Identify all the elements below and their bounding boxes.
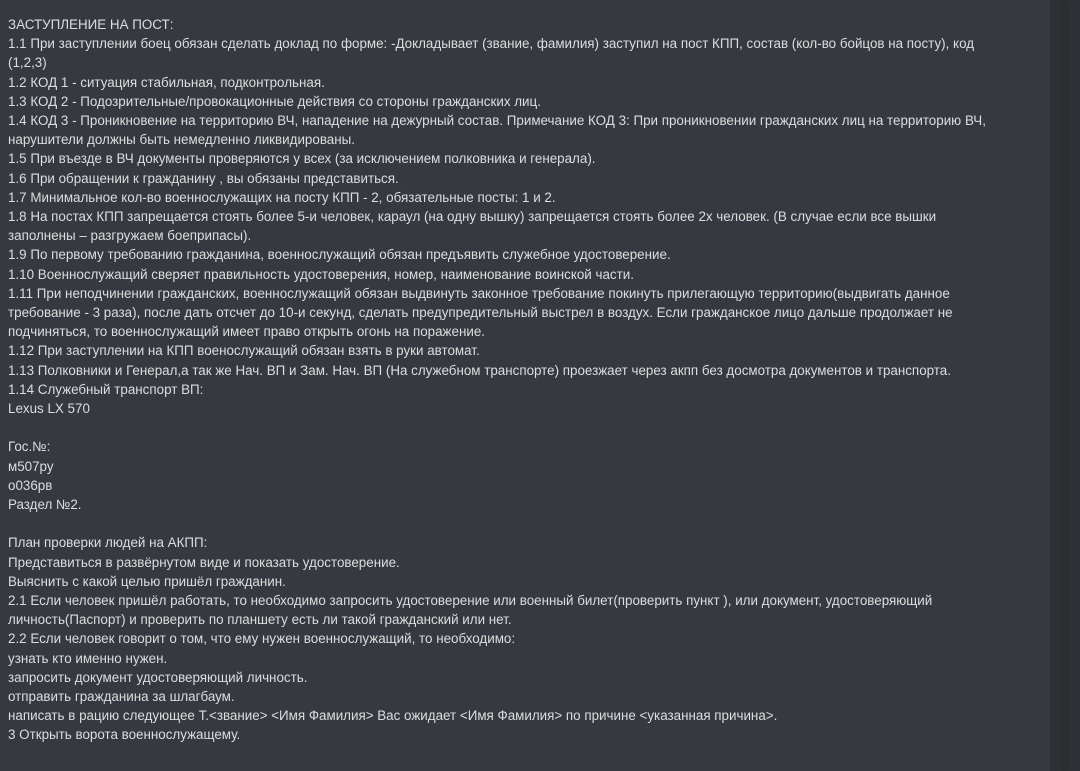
message-line: Гос.№: xyxy=(8,439,51,455)
message-line: Lexus LX 570 xyxy=(8,401,90,417)
message-line: Представиться в развёрнутом виде и показать удостоверение. xyxy=(8,554,400,570)
message-line: 1.3 КОД 2 - Подозрительные/провокационные действия со стороны гражданских лиц. xyxy=(8,93,541,109)
message-line: ЗАСТУПЛЕНИЕ НА ПОСТ: xyxy=(8,17,174,32)
message-line: нарушители должны быть немедленно ликвидированы. xyxy=(8,132,355,148)
scrollbar-track[interactable] xyxy=(1050,0,1080,771)
message-line: личность(Паспорт) и проверить по планшету есть ли такой гражданский или нет. xyxy=(8,612,512,628)
message-line: 3 Открыть ворота военнослужащему. xyxy=(8,727,241,743)
message-line xyxy=(8,514,1044,533)
message-line: (1,2,3) xyxy=(8,55,47,71)
message-line: Раздел №2. xyxy=(8,497,82,513)
message-line: 1.6 При обращении к гражданину , вы обязаны представиться. xyxy=(8,170,399,186)
message-line: 1.1 При заступлении боец обязан сделать доклад по форме: -Докладывает (звание, фамилия) заступил на пост КПП, состав (кол-во бойцов на посту), код xyxy=(8,36,975,52)
message-line: 1.4 КОД 3 - Проникновение на территорию ВЧ, нападение на дежурный состав. Примечание КОД 3: При проникновении гражданских лиц на территорию ВЧ, xyxy=(8,113,986,129)
message-line: 1.10 Военнослужащий сверяет правильность удостоверения, номер, наименование воинской части. xyxy=(8,266,634,282)
message-line: 1.2 КОД 1 - ситуация стабильная, подконтрольная. xyxy=(8,74,325,90)
message-line: о036рв xyxy=(8,477,53,493)
message-line: 2.2 Если человек говорит о том, что ему нужен военнослужащий, то необходимо: xyxy=(8,631,516,647)
message-line: 1.9 По первому требованию гражданина, военнослужащий обязан предъявить служебное удостоверение. xyxy=(8,247,671,263)
message-line: 1.11 При неподчинении гражданских, военнослужащий обязан выдвинуть законное требование покинуть прилегающую территорию(выдвигать данное xyxy=(8,285,950,301)
message-line: План проверки людей на АКПП: xyxy=(8,535,208,551)
message-line: написать в рацию следующее Т.<звание> <Имя Фамилия> Вас ожидает <Имя Фамилия> по причине <указанная причина>. xyxy=(8,708,778,724)
message-line xyxy=(8,418,1044,437)
scrollbar-thumb[interactable] xyxy=(1061,0,1069,771)
message-line: отправить гражданина за шлагбаум. xyxy=(8,689,235,705)
message-line: Выяснить с какой целью пришёл гражданин. xyxy=(8,573,286,589)
message-line: 1.5 При въезде в ВЧ документы проверяются у всех (за исключением полковника и генерала). xyxy=(8,151,596,167)
message-line: 1.7 Минимальное кол-во военнослужащих на посту КПП - 2, обязательные посты: 1 и 2. xyxy=(8,189,556,205)
message-line: м507ру xyxy=(8,458,54,474)
message-line: запросить документ удостоверяющий личность. xyxy=(8,669,308,685)
message-line: подчиняться, то военнослужащий имеет право открыть огонь на поражение. xyxy=(8,324,486,340)
message-line: требование - 3 раза), после дать отсчет до 10-и секунд, сделать предупредительный выстрел в воздух. Если гражданское лицо дальше продолжает не xyxy=(8,305,953,321)
message-line: 1.8 На постах КПП запрещается стоять более 5-и человек, караул (на одну вышку) запрещается стоять более 2х человек. (В случае если все вышки xyxy=(8,209,937,225)
message-line: 1.14 Служебный транспорт ВП: xyxy=(8,381,204,397)
message-line: 1.12 При заступлении на КПП военослужащий обязан взять в руки автомат. xyxy=(8,343,480,359)
message-line: узнать кто именно нужен. xyxy=(8,650,168,666)
message-line: заполнены – разгружаем боеприпасы). xyxy=(8,228,252,244)
message-line: 1.13 Полковники и Генерал,а так же Нач. ВП и Зам. Нач. ВП (На служебном транспорте) проезжает через акпп без досмотра документов и транспорта. xyxy=(8,362,951,378)
message-line: 2.1 Если человек пришёл работать, то необходимо запросить удостоверение или военный билет(проверить пункт ), или документ, удостоверяющий xyxy=(8,593,933,609)
message-text xyxy=(8,15,1044,745)
